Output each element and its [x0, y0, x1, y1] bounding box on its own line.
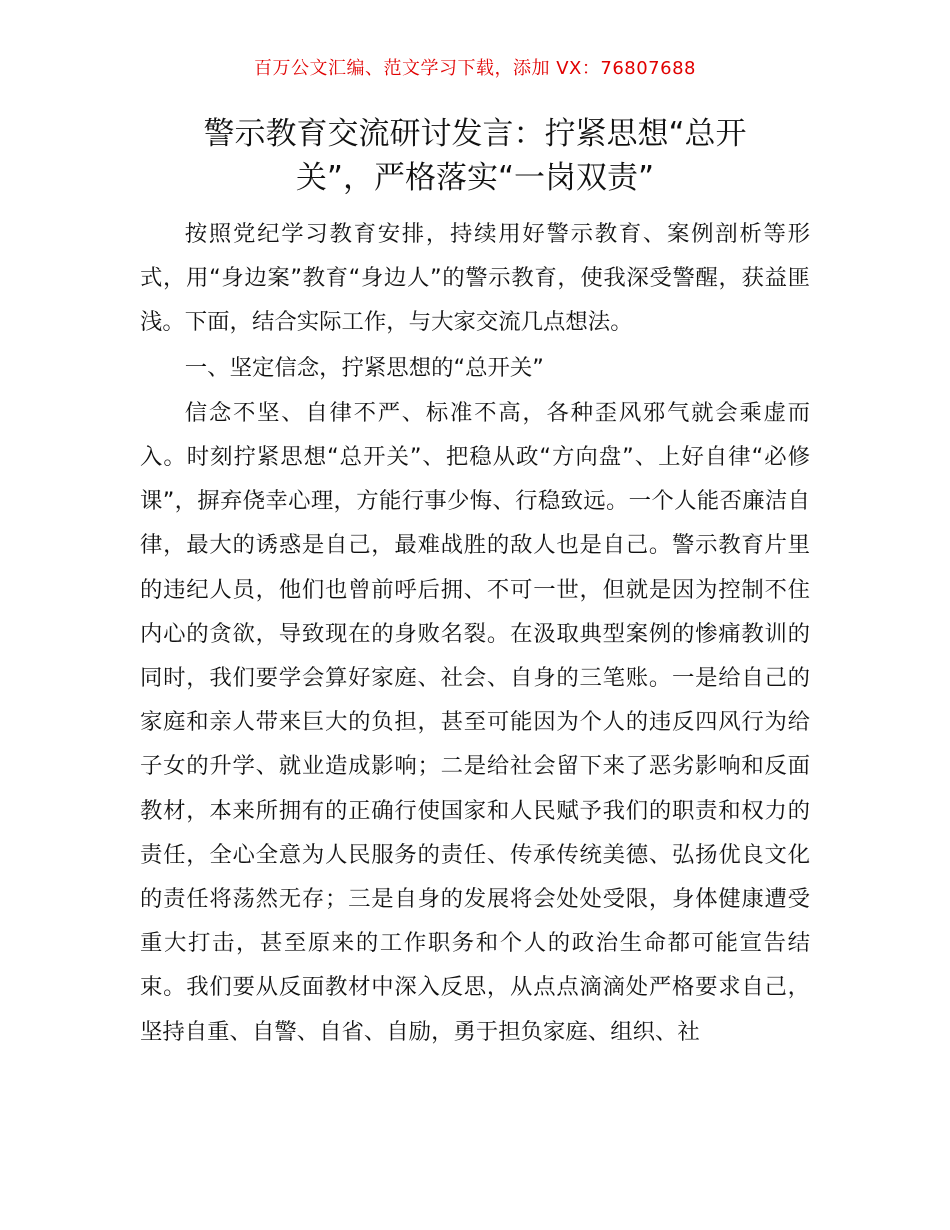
document-title [140, 112, 810, 200]
header-watermark: 百万公文汇编、范文学习下载，添加 VX：76807688 [254, 58, 696, 79]
document-body [140, 212, 810, 1055]
section-heading-1: 一、坚定信念，拧紧思想的“总开关” [184, 354, 544, 381]
paragraph-section-1: 信念不坚、自律不严、标准不高，各种歪风邪气就会乘虚而入。时刻拧紧思想“总开关”、把稳从政“方向盘”、上好自律“必修课”，摒弃侥幸心理，方能行事少悔、行稳致远。一个人能否廉洁自律，最大的诱惑是自己，最难战胜的敌人也是自己。警示教育片里的违纪人员，他们也曾前呼后拥、不可一世，但就是因为控制不住内心的贪欲，导致现在的身败名裂。在汲取典型案例的惨痛教训的同时，我们要学会算好家庭、社会、自身的三笔账。一是给自己的家庭和亲人带来巨大的负担，甚至可能因为个人的违反四风行为给子女的升学、就业造成影响；二是给社会留下来了恶劣影响和反面教材，本来所拥有的正确行使国家和人民赋予我们的职责和权力的责任，全心全意为人民服务的责任、传承传统美德、弘扬优良文化的责任将荡然无存；三是自身的发展将会处处受限，身体健康遭受重大打击，甚至原来的工作职务和个人的政治生命都可能宣告结束。我们要从反面教材中深入反思，从点点滴滴处严格要求自己，坚持自重、自警、自省、自励，勇于担负家庭、组织、社 [140, 399, 810, 1045]
paragraph-intro: 按照党纪学习教育安排，持续用好警示教育、案例剖析等形式，用“身边案”教育“身边人”的警示教育，使我深受警醒，获益匪浅。下面，结合实际工作，与大家交流几点想法。 [140, 221, 810, 336]
title-line-2: 关”，严格落实“一岗双责” [295, 160, 655, 196]
title-line-1: 警示教育交流研讨发言：拧紧思想“总开 [203, 116, 747, 152]
